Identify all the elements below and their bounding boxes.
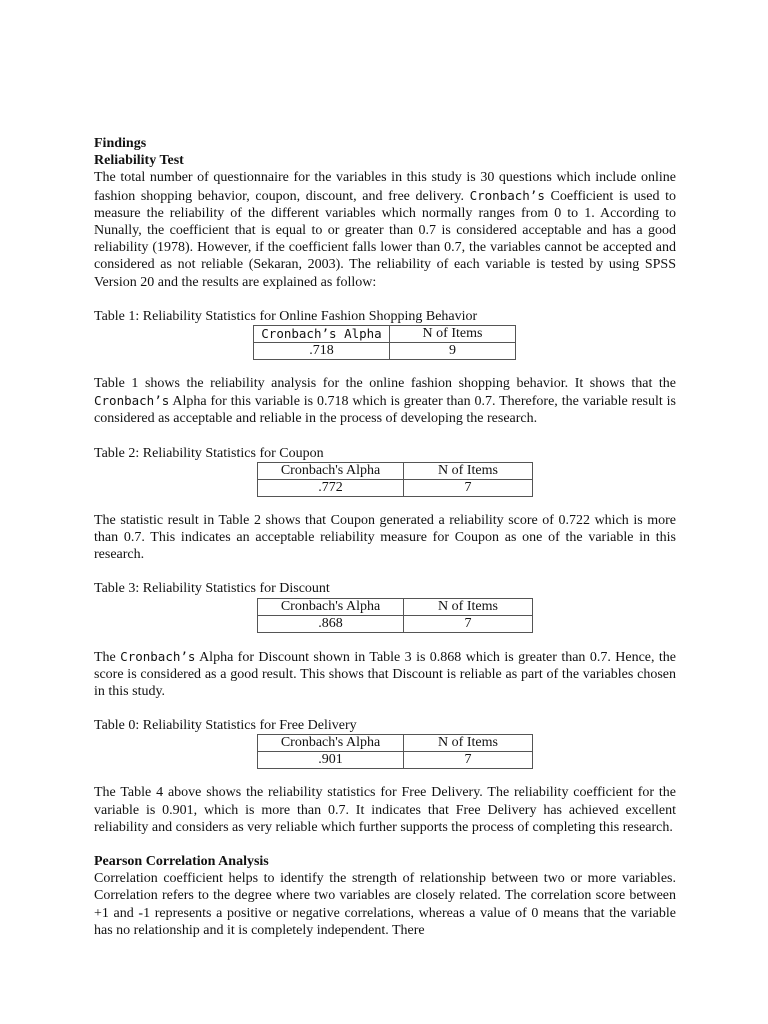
table-header-row — [258, 735, 533, 752]
table-header-row — [258, 462, 533, 479]
table1-discussion-part1: Table 1 shows the reliability analysis for the online fashion shopping behavior. It shows that the — [94, 376, 676, 392]
pearson-heading: Pearson Correlation Analysis — [94, 854, 269, 870]
table4-items-value: 7 — [404, 752, 533, 769]
table1-alpha-value: .718 — [254, 343, 390, 360]
table-row — [258, 479, 533, 496]
table1-items-value: 9 — [390, 343, 516, 360]
table1 — [253, 325, 516, 360]
table1-caption: Table 1: Reliability Statistics for Online Fashion Shopping Behavior — [94, 308, 478, 324]
table4 — [257, 734, 533, 769]
table4-items-header: N of Items — [404, 735, 533, 752]
document-page — [94, 135, 676, 939]
table-row — [254, 343, 516, 360]
table3-caption: Table 3: Reliability Statistics for Discount — [94, 581, 330, 597]
table2-items-value: 7 — [404, 479, 533, 496]
cronbach-term: Cronbach’s — [469, 187, 545, 203]
reliability-test-heading: Reliability Test — [94, 153, 184, 169]
intro-text-part2: Coefficient is used to measure the reliability of the different variables which normally ranges from 0 to 1. According to Nunally, the coefficient that is equal to or greater than 0.7 is considered acceptable and has a good reliability (1978). However, if the coefficient falls lower than 0.7, the variables cannot be accepted and considered as not reliable (Sekaran, 2003). The reliability of each variable is tested by using SPSS Version 20 and the results are explained as follow: — [94, 188, 676, 290]
intro-text-part1: The total number of questionnaire for the variables in this study is 30 questions which include online fashion shopping behavior, coupon, discount, and free delivery. — [94, 170, 676, 204]
pearson-paragraph: Correlation coefficient helps to identify the strength of relationship between two or more variables. Correlation refers to the degree where two variables are closely related. The correlation score between +1 and -1 represents a positive or negative correlations, whereas a value of 0 means that the variable has no relationship and it is completely independent. There — [94, 871, 676, 938]
table3-items-header: N of Items — [404, 598, 533, 615]
table-row — [258, 752, 533, 769]
table3 — [257, 598, 533, 633]
table3-discussion-part2: Alpha for Discount shown in Table 3 is 0.868 which is greater than 0.7. Hence, the score is considered as a good result. This shows that Discount is reliable as part of the variables chosen in this study. — [94, 649, 677, 700]
table2-caption: Table 2: Reliability Statistics for Coupon — [94, 445, 324, 461]
table2-items-header: N of Items — [404, 462, 533, 479]
intro-paragraph — [94, 169, 676, 290]
table2-alpha-value: .772 — [258, 479, 404, 496]
findings-heading: Findings — [94, 136, 147, 151]
table3-alpha-value: .868 — [258, 615, 404, 632]
table3-discussion-part1: The — [94, 649, 121, 665]
table4-alpha-header: Cronbach's Alpha — [258, 735, 404, 752]
table1-alpha-header: Cronbach’s Alpha — [254, 326, 390, 343]
table-header-row — [254, 326, 516, 343]
table2-discussion: The statistic result in Table 2 shows that Coupon generated a reliability score of 0.722 which is more than 0.7. This indicates an acceptable reliability measure for Coupon as one of the variable in this research. — [94, 512, 676, 563]
cronbach-term: Cronbach’s — [94, 393, 170, 409]
table3-discussion — [94, 648, 676, 701]
table4-caption: Table 0: Reliability Statistics for Free Delivery — [94, 718, 357, 734]
table2 — [257, 462, 533, 497]
table-row — [258, 615, 533, 632]
table1-discussion-part2: Alpha for this variable is 0.718 which is greater than 0.7. Therefore, the variable result is considered as acceptable and reliable in the process of developing the research. — [94, 394, 676, 427]
cronbach-term: Cronbach’s — [120, 648, 196, 664]
table3-alpha-header: Cronbach's Alpha — [258, 598, 404, 615]
table3-items-value: 7 — [404, 615, 533, 632]
table2-alpha-header: Cronbach's Alpha — [258, 462, 404, 479]
table-header-row — [258, 598, 533, 615]
table1-discussion — [94, 375, 676, 428]
table1-items-header: N of Items — [390, 326, 516, 343]
table4-alpha-value: .901 — [258, 752, 404, 769]
table4-discussion: The Table 4 above shows the reliability statistics for Free Delivery. The reliability coefficient for the variable is 0.901, which is more than 0.7. It indicates that Free Delivery has achieved excellent reliability and considers as very reliable which further supports the process of completing this research. — [94, 785, 676, 835]
